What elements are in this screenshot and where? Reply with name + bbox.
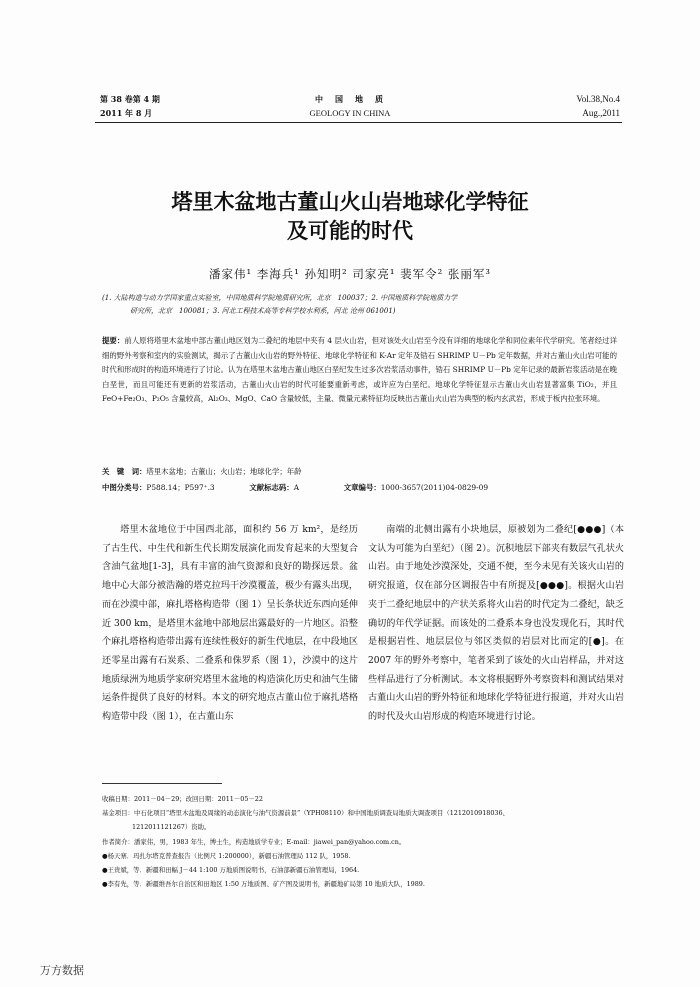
abstract-label: 提要： [102, 336, 125, 345]
clc-value: P588.14；P597⁺.3 [146, 483, 215, 492]
header-volume-issue-cn: 第 38 卷第 4 期 [100, 94, 160, 104]
header-journal-cn: 中 国 地 质 [315, 94, 385, 104]
header-date-cn: 2011 年 8 月 [100, 108, 153, 118]
doc-code-label: 文献标志码： [249, 483, 294, 492]
footnote-note-2: ●王贵斌，等．新疆和田幅 J－44 1:100 万地质图说明书，石油部新疆石油管理局，1964. [102, 866, 360, 875]
body-left-column: 塔里木盆地位于中国西北部，面积约 56 万 km²，是经历了古生代、中生代和新生代长期发展演化而发育起来的大型复合含油气盆地[1-3]，具有丰富的油气资源和良好的勘探远景。盆地中心大部分被浩瀚的塔克拉玛干沙漠覆盖，极少有露头出现，而在沙漠中部，麻扎塔格构造带（图 1）呈长条状近东西向延伸近 300 km，是塔里木盆地中部地层出露最好的一片地区。沿整个麻扎塔格构造带出露有连续性极好的新生代地层，在中段地区还零星出露有石炭系、二叠系和侏罗系（图 1），沙漠中的这片地质绿洲为地质学家研究塔里木盆地的构造演化历史和油气生储运条件提供了良好的材料。本文的研究地点古董山位于麻扎塔格构造带中段（图 1），在古董山东 [102, 525, 358, 723]
footnote-author-bio: 作者简介：潘家伟，男，1983 年生，博士生，构造地质学专业；E-mail：jiawei_pan@yahoo.com.cn。 [102, 837, 406, 846]
article-no-label: 文章编号： [343, 483, 381, 492]
author-affiliation-line-1: (1. 大陆构造与动力学国家重点实验室，中国地质科学院地质研究所，北京 100037；2. 中国地质科学院地质力学 [102, 294, 458, 302]
keywords [102, 465, 617, 479]
keywords-label: 关 键 词： [102, 467, 147, 476]
abstract [102, 334, 617, 407]
article-title-line-1: 塔里木盆地古董山火山岩地球化学特征 [171, 190, 529, 214]
footnote-received: 收稿日期：2011－04－29；改回日期：2011－05－22 [102, 795, 263, 803]
footnote-note-3: ●李有先，等．新疆维吾尔自治区和田地区 1:50 万地质图、矿产图及说明书，新疆地矿局第 10 地质大队，1989. [102, 880, 425, 889]
footnote-funding-cont: 1212011121267）资助。 [132, 823, 211, 832]
keywords-text: 塔里木盆地；古董山；火山岩；地球化学；年龄 [146, 467, 302, 476]
footnote-rule [102, 783, 222, 784]
header-journal-en: GEOLOGY IN CHINA [309, 108, 391, 118]
header-rule [95, 122, 622, 123]
article-authors: 潘家伟¹ 李海兵¹ 孙知明² 司家亮¹ 裴军令² 张丽军³ [209, 267, 491, 281]
body-right-column: 南端的北侧出露有小块地层，原被划为二叠纪[●●●]（本文认为可能为白垩纪）（图 2）。沉积地层下部夹有数层气孔状火山岩。由于地处沙漠深处，交通不便，至今未见有关该火山岩的研究报道，仅在部分区调报告中有所提及[●●●]。根据火山岩夹于二叠纪地层中的产状关系将火山岩的时代定为二叠纪，缺乏确切的年代学证据。而该处的二叠系本身也没发现化石，其时代是根据岩性、地层层位与邻区类似的岩层对比而定的[●]。在 2007 年的野外考察中，笔者采到了该处的火山岩样品，并对这些样品进行了分析测试。本文将根据野外考察资料和测试结果对古董山火山岩的野外特征和地球化学特征进行报道，并对火山岩的时代及火山岩形成的构造环境进行讨论。 [368, 525, 624, 723]
classification-line [102, 481, 617, 495]
clc-label: 中图分类号： [102, 483, 147, 492]
header-date-en: Aug.,2011 [582, 108, 620, 118]
abstract-text: 前人原将塔里木盆地中部古董山地区划为二叠纪的地层中夹有 4 层火山岩，但对该处火山岩至今没有详细的地球化学和同位素年代学研究。笔者经过详细的野外考察和室内的实验测试，揭示了古董山火山岩的野外特征、地球化学特征和 K-Ar 定年及锆石 SHRIMP U－Pb 定年数据，并对古董山火山岩可能的时代和形成时的构造环境进行了讨论。认为在塔里木盆地古董山地区白垩纪发生过多次岩浆活动事件，锆石 SHRIMP U－Pb 定年记录的最新岩浆活动是在晚白垩世，而且可能还有更新的岩浆活动，古董山火山岩的时代可能要重新考虑，或许应为白垩纪。地球化学特征显示古董山火山岩显著富集 TiO₂，并且 FeO+Fe₂O₃、P₂O₅ 含量较高，Al₂O₃、MgO、CaO 含量较低，主量、微量元素特征均反映出古董山火山岩为典型的板内玄武岩，形成于板内拉张环境。 [102, 336, 617, 404]
author-affiliation-line-2: 研究所，北京 100081；3. 河北工程技术高等专科学校水利系，河北 沧州 061001) [130, 307, 396, 315]
doc-code-value: A [293, 483, 300, 492]
footnote-note-1: ●杨天寨．玛扎尔塔克普查报告（比例尺 1:200000），新疆石油管理局 112 队，1958. [102, 851, 351, 860]
footnotes [102, 792, 617, 891]
watermark-text: 万方数据 [40, 964, 84, 977]
article-title-line-2: 及可能的时代 [287, 219, 413, 243]
footnote-funding: 基金项目：中石化项目“塔里木盆地及周缘的动态演化与油气资源前景”（YPH08110）和中国地质调查局地质大调查项目（1212010918036、 [102, 809, 509, 818]
header-volume-issue-en: Vol.38,No.4 [576, 94, 620, 104]
article-no-value: 1000-3657(2011)04-0829-09 [380, 483, 489, 492]
